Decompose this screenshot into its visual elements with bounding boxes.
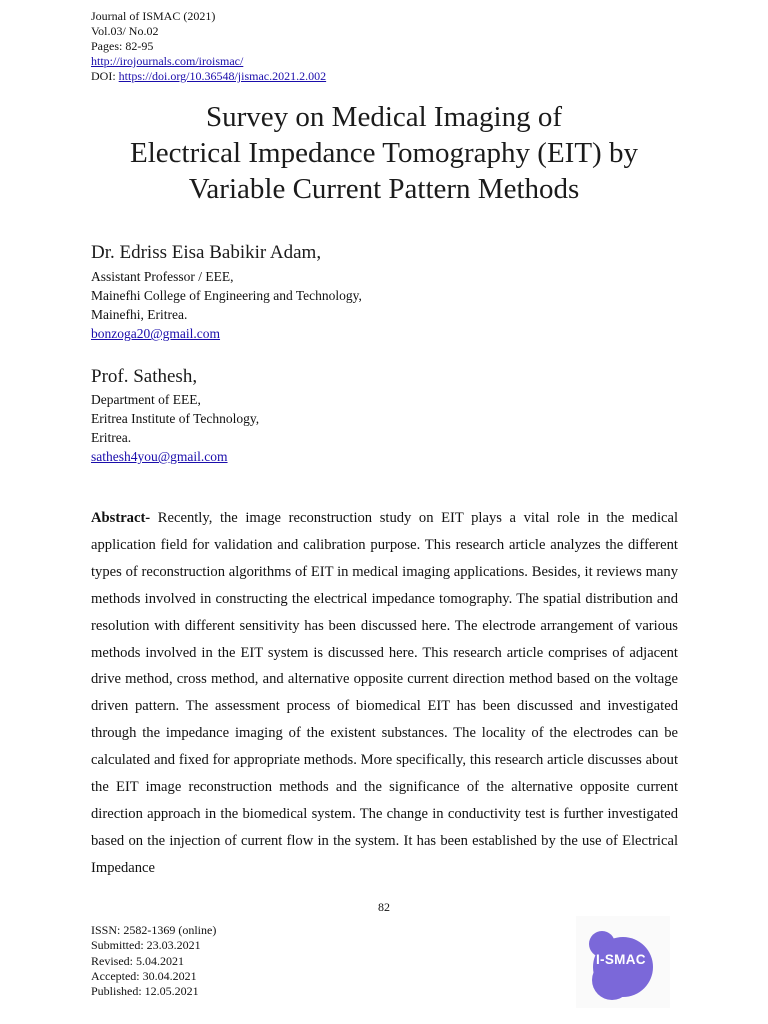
author-2-institution: Eritrea Institute of Technology, — [91, 411, 260, 426]
author-1-location: Mainefhi, Eritrea. — [91, 307, 188, 322]
abstract-label: Abstract- — [91, 510, 151, 526]
author-2-location: Eritrea. — [91, 430, 132, 445]
journal-url-link[interactable]: http://irojournals.com/iroismac/ — [91, 54, 244, 68]
issn: ISSN: 2582-1369 (online) — [91, 923, 217, 937]
journal-name: Journal of ISMAC (2021) — [91, 9, 216, 23]
journal-volume: Vol.03/ No.02 — [91, 24, 159, 38]
journal-header — [91, 9, 326, 84]
author-1-email-link[interactable]: bonzoga20@gmail.com — [91, 326, 221, 341]
title-line-3: Variable Current Pattern Methods — [188, 173, 580, 205]
accepted-date: Accepted: 30.04.2021 — [91, 968, 197, 983]
author-1-affiliation — [91, 267, 362, 343]
title-line-2: Electrical Impedance Tomography (EIT) by — [130, 137, 638, 169]
abstract — [91, 505, 678, 882]
revised-date: Revised: 5.04.2021 — [91, 953, 184, 968]
doi-label: DOI: — [91, 69, 119, 83]
submitted-date: Submitted: 23.03.2021 — [91, 938, 201, 953]
author-2-affiliation — [91, 390, 259, 466]
author-2-name: Prof. Sathesh, — [91, 366, 198, 387]
journal-pages: Pages: 82-95 — [91, 39, 154, 53]
author-2-email-link[interactable]: sathesh4you@gmail.com — [91, 449, 228, 464]
abstract-text: Recently, the image reconstruction study on EIT plays a vital role in the medical application field for validation and calibration purpose. This research article analyzes the different types of reconstruction algorithms of EIT in medical imaging applications. Besides, it reviews many methods involved in constructing the electrical impedance tomography. The spatial distribution and resolution with different sensitivity has been discussed here. The electrode arrangement of various methods involved in the EIT system is discussed here. This research article comprises of adjacent drive method, cross method, and alternative opposite current direction method based on the voltage driven pattern. The assessment process of biomedical EIT has been discussed and investigated through the impedance imaging of the existent substances. The locality of the electrodes can be calculated and fixed for appropriate methods. More specifically, this research article discusses about the EIT image reconstruction methods and the significance of the alternative opposite current direction approach in the biomedical system. The change in conductivity test is further investigated based on the injection of current flow in the system. It has been established by the use of Electrical Impedance — [91, 510, 679, 876]
author-1-position: Assistant Professor / EEE, — [91, 269, 234, 284]
page-number: 82 — [378, 900, 390, 914]
logo-text: I-SMAC — [596, 952, 646, 967]
ismac-logo — [576, 916, 670, 1008]
title-line-1: Survey on Medical Imaging of — [206, 101, 562, 133]
publication-footer — [91, 923, 216, 999]
author-2-department: Department of EEE, — [91, 392, 201, 407]
paper-title — [0, 99, 768, 207]
author-1-institution: Mainefhi College of Engineering and Technology, — [91, 288, 362, 303]
published-date: Published: 12.05.2021 — [91, 984, 199, 999]
author-1-name: Dr. Edriss Eisa Babikir Adam, — [91, 242, 322, 263]
doi-link[interactable]: https://doi.org/10.36548/jismac.2021.2.002 — [118, 69, 327, 83]
